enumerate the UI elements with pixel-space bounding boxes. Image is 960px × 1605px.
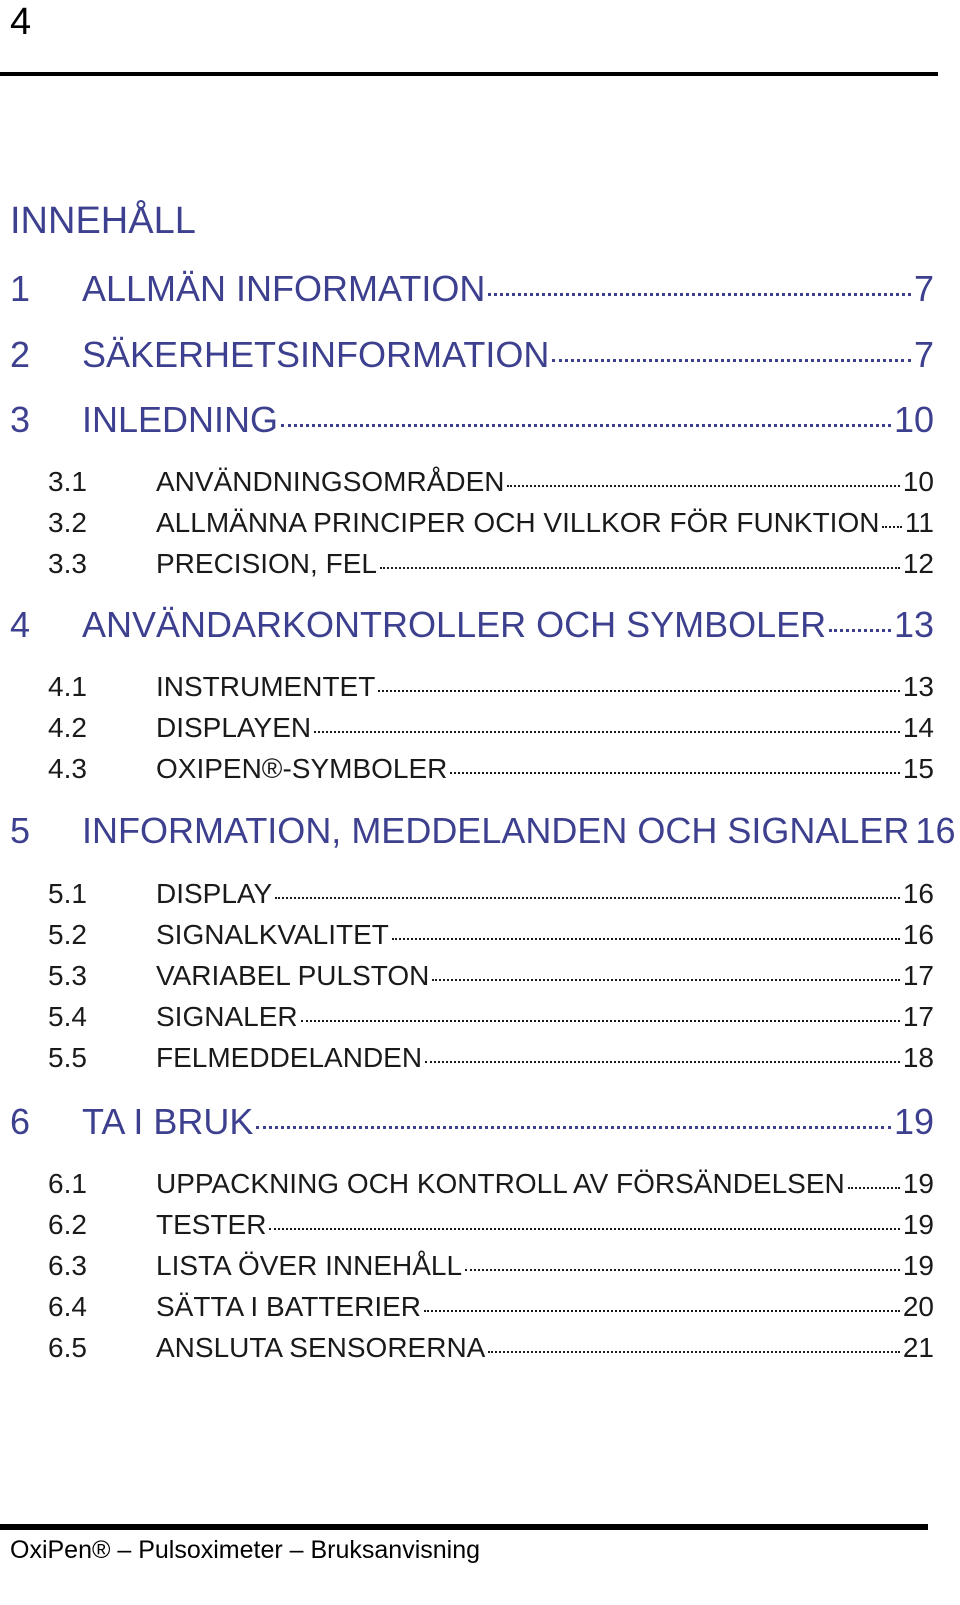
toc-heading: INNEHÅLL bbox=[10, 200, 196, 242]
toc-section-entry[interactable] bbox=[48, 1042, 934, 1074]
toc-entry-number: 6.5 bbox=[48, 1332, 87, 1363]
toc-entry-title: INFORMATION, MEDDELANDEN OCH SIGNALER bbox=[82, 810, 910, 851]
toc-entry-page: 7 bbox=[913, 268, 934, 309]
toc-entry-page: 19 bbox=[902, 1168, 934, 1199]
footer-text: OxiPen® – Pulsoximeter – Bruksanvisning bbox=[10, 1536, 481, 1564]
toc-entry-number: 6.4 bbox=[48, 1291, 87, 1322]
toc-chapter-entry[interactable] bbox=[10, 1101, 934, 1143]
toc-entry-title: ANVÄNDNINGSOMRÅDEN bbox=[156, 466, 505, 497]
toc-chapter-entry[interactable] bbox=[10, 268, 934, 310]
toc-section-entry[interactable] bbox=[48, 712, 934, 744]
toc-section-entry[interactable] bbox=[48, 1291, 934, 1323]
toc-dot-leader bbox=[829, 629, 891, 632]
toc-section-entry[interactable] bbox=[48, 1001, 934, 1033]
toc-entry-page: 20 bbox=[902, 1291, 934, 1322]
toc-section-entry[interactable] bbox=[48, 919, 934, 951]
toc-section-entry[interactable] bbox=[48, 1168, 934, 1200]
toc-entry-number: 5.2 bbox=[48, 919, 87, 950]
toc-entry-title: ALLMÄNNA PRINCIPER OCH VILLKOR FÖR FUNKTION bbox=[156, 507, 880, 538]
toc-entry-number: 4 bbox=[10, 604, 31, 645]
toc-entry-page: 11 bbox=[904, 507, 934, 538]
toc-entry-page: 12 bbox=[902, 548, 934, 579]
toc-dot-leader bbox=[424, 1310, 900, 1312]
toc-entry-number: 2 bbox=[10, 334, 31, 375]
toc-entry-number: 5.1 bbox=[48, 878, 87, 909]
toc-entry-title: UPPACKNING OCH KONTROLL AV FÖRSÄNDELSEN bbox=[156, 1168, 845, 1199]
toc-chapter-entry[interactable] bbox=[10, 604, 934, 646]
toc-dot-leader bbox=[378, 690, 900, 692]
toc-entry-number: 5.5 bbox=[48, 1042, 87, 1073]
toc-entry-title: DISPLAYEN bbox=[156, 712, 312, 743]
toc-entry-title: TESTER bbox=[156, 1209, 267, 1240]
toc-entry-title: OXIPEN®-SYMBOLER bbox=[156, 753, 448, 784]
toc-entry-title: ANSLUTA SENSORERNA bbox=[156, 1332, 486, 1363]
toc-entry-number: 3 bbox=[10, 399, 31, 440]
toc-section-entry[interactable] bbox=[48, 507, 934, 539]
toc-entry-title: ALLMÄN INFORMATION bbox=[82, 268, 486, 309]
toc-dot-leader bbox=[269, 1228, 899, 1230]
toc-entry-number: 1 bbox=[10, 268, 31, 309]
toc-entry-page: 15 bbox=[902, 753, 934, 784]
toc-entry-page: 10 bbox=[902, 466, 934, 497]
toc-entry-title: FELMEDDELANDEN bbox=[156, 1042, 423, 1073]
toc-entry-title: VARIABEL PULSTON bbox=[156, 960, 430, 991]
toc-entry-number: 4.1 bbox=[48, 671, 87, 702]
toc-dot-leader bbox=[275, 897, 900, 899]
toc-entry-page: 14 bbox=[902, 712, 934, 743]
toc-dot-leader bbox=[281, 424, 891, 427]
toc-entry-number: 5 bbox=[10, 810, 31, 851]
toc-chapter-entry[interactable] bbox=[10, 399, 934, 441]
toc-entry-page: 21 bbox=[902, 1332, 934, 1363]
toc-entry-number: 3.3 bbox=[48, 548, 87, 579]
toc-entry-number: 3.2 bbox=[48, 507, 87, 538]
toc-section-entry[interactable] bbox=[48, 548, 934, 580]
toc-dot-leader bbox=[380, 567, 900, 569]
toc-entry-title: SÄTTA I BATTERIER bbox=[156, 1291, 422, 1322]
toc-entry-page: 7 bbox=[913, 334, 934, 375]
toc-entry-title: SIGNALER bbox=[156, 1001, 298, 1032]
toc-entry-number: 6.2 bbox=[48, 1209, 87, 1240]
toc-entry-number: 6.1 bbox=[48, 1168, 87, 1199]
footer-rule bbox=[0, 1524, 928, 1530]
toc-entry-title: DISPLAY bbox=[156, 878, 273, 909]
toc-section-entry[interactable] bbox=[48, 671, 934, 703]
toc-entry-title: INLEDNING bbox=[82, 399, 279, 440]
toc-entry-title: LISTA ÖVER INNEHÅLL bbox=[156, 1250, 463, 1281]
toc-dot-leader bbox=[392, 938, 900, 940]
toc-entry-page: 17 bbox=[902, 1001, 934, 1032]
toc-entry-page: 10 bbox=[893, 399, 934, 440]
toc-entry-number: 5.4 bbox=[48, 1001, 87, 1032]
toc-dot-leader bbox=[432, 979, 899, 981]
toc-dot-leader bbox=[507, 485, 899, 487]
toc-dot-leader bbox=[552, 359, 911, 362]
toc-entry-page: 16 bbox=[902, 878, 934, 909]
toc-dot-leader bbox=[301, 1020, 900, 1022]
toc-entry-number: 4.3 bbox=[48, 753, 87, 784]
toc-dot-leader bbox=[488, 1351, 900, 1353]
toc-entry-title: INSTRUMENTET bbox=[156, 671, 376, 702]
toc-dot-leader bbox=[256, 1126, 891, 1129]
toc-entry-title: PRECISION, FEL bbox=[156, 548, 377, 579]
toc-dot-leader bbox=[314, 731, 900, 733]
toc-entry-number: 5.3 bbox=[48, 960, 87, 991]
toc-dot-leader bbox=[488, 293, 911, 296]
toc-entry-page: 16 bbox=[902, 919, 934, 950]
toc-entry-number: 6.3 bbox=[48, 1250, 87, 1281]
toc-entry-number: 6 bbox=[10, 1101, 31, 1142]
toc-entry-page: 19 bbox=[902, 1209, 934, 1240]
toc-chapter-entry[interactable] bbox=[10, 810, 956, 852]
toc-dot-leader bbox=[882, 526, 901, 528]
toc-entry-page: 13 bbox=[893, 604, 934, 645]
toc-entry-title: SÄKERHETSINFORMATION bbox=[82, 334, 550, 375]
toc-section-entry[interactable] bbox=[48, 1209, 934, 1241]
toc-entry-page: 19 bbox=[893, 1101, 934, 1142]
toc-chapter-entry[interactable] bbox=[10, 334, 934, 376]
toc-dot-leader bbox=[450, 772, 899, 774]
toc-entry-number: 4.2 bbox=[48, 712, 87, 743]
page-number: 4 bbox=[10, 1, 32, 43]
toc-section-entry[interactable] bbox=[48, 466, 934, 498]
toc-section-entry[interactable] bbox=[48, 1250, 934, 1282]
toc-dot-leader bbox=[465, 1269, 900, 1271]
toc-section-entry[interactable] bbox=[48, 753, 934, 785]
toc-entry-title: TA I BRUK bbox=[82, 1101, 254, 1142]
toc-section-entry[interactable] bbox=[48, 960, 934, 992]
toc-entry-page: 13 bbox=[902, 671, 934, 702]
toc-entry-title: SIGNALKVALITET bbox=[156, 919, 389, 950]
toc-entry-page: 18 bbox=[902, 1042, 934, 1073]
toc-entry-page: 17 bbox=[902, 960, 934, 991]
toc-dot-leader bbox=[425, 1061, 900, 1063]
toc-section-entry[interactable] bbox=[48, 878, 934, 910]
toc-entry-page: 16 bbox=[915, 810, 956, 851]
toc-entry-page: 19 bbox=[902, 1250, 934, 1281]
toc-dot-leader bbox=[848, 1187, 900, 1189]
toc-section-entry[interactable] bbox=[48, 1332, 934, 1364]
toc-entry-number: 3.1 bbox=[48, 466, 87, 497]
toc-entry-title: ANVÄNDARKONTROLLER OCH SYMBOLER bbox=[82, 604, 827, 645]
